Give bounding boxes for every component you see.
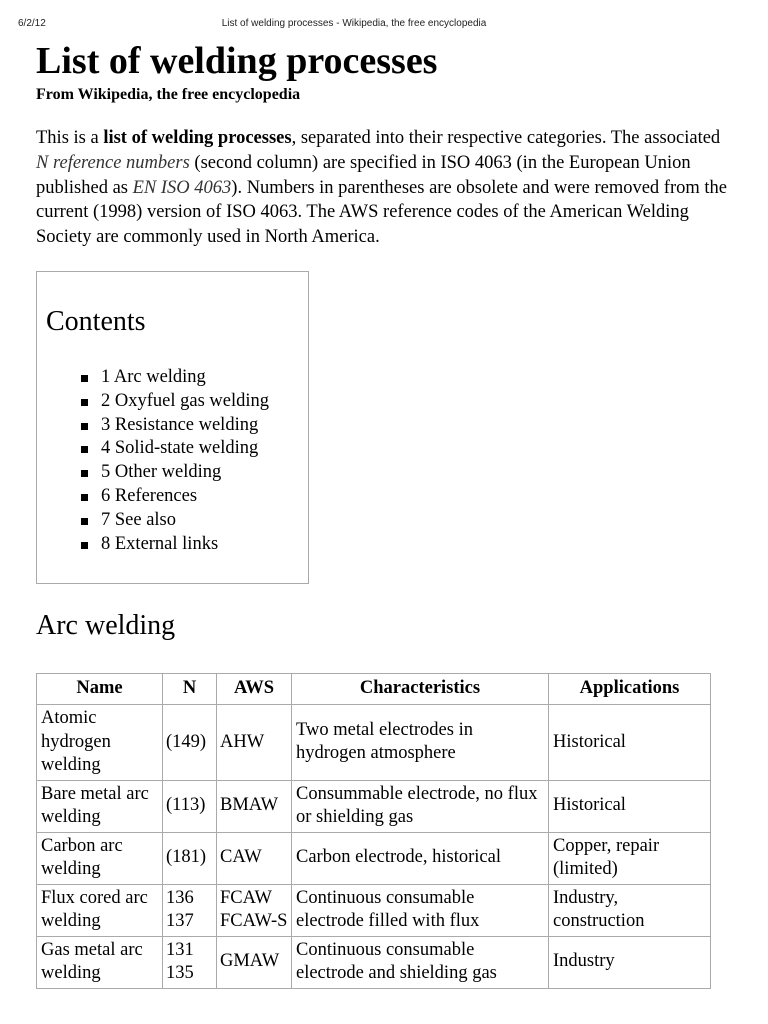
- cell-n: 131 135: [163, 936, 217, 988]
- table-row: [37, 832, 711, 884]
- cell-n: 136 137: [163, 884, 217, 936]
- cell-aws: AHW: [217, 705, 292, 781]
- cell-applications: Historical: [549, 780, 711, 832]
- column-header-aws: AWS: [217, 674, 292, 705]
- bullet-icon: [81, 375, 88, 382]
- toc-item[interactable]: 4 Solid-state welding: [101, 437, 269, 461]
- toc-item[interactable]: 5 Other welding: [101, 461, 269, 485]
- cell-characteristics: Continuous consumable electrode filled with flux: [292, 884, 549, 936]
- cell-name: Gas metal arc welding: [37, 936, 163, 988]
- cell-aws: GMAW: [217, 936, 292, 988]
- print-date: 6/2/12: [18, 18, 46, 29]
- cell-characteristics: Two metal electrodes in hydrogen atmosphere: [292, 705, 549, 781]
- column-header-n: N: [163, 674, 217, 705]
- toc-item[interactable]: 6 References: [101, 485, 269, 509]
- column-header-characteristics: Characteristics: [292, 674, 549, 705]
- print-page-title: List of welding processes - Wikipedia, the free encyclopedia: [221, 18, 487, 29]
- cell-characteristics: Carbon electrode, historical: [292, 832, 549, 884]
- cell-characteristics: Continuous consumable electrode and shielding gas: [292, 936, 549, 988]
- column-header-applications: Applications: [549, 674, 711, 705]
- intro-text-4: ). Numbers in parentheses are obsolete and were removed from the current (1998) version of ISO 4063. The AWS reference codes of the American Welding Society are commonly used in North America.: [36, 177, 727, 248]
- intro-text-2: , separated into their respective categories. The associated: [291, 128, 721, 148]
- table-row: [37, 780, 711, 832]
- contents-list: [101, 366, 269, 556]
- bullet-icon: [81, 542, 88, 549]
- bullet-icon: [81, 494, 88, 501]
- cell-name: Flux cored arc welding: [37, 884, 163, 936]
- bullet-icon: [81, 399, 88, 406]
- contents-heading: Contents: [46, 306, 146, 337]
- cell-n: (113): [163, 780, 217, 832]
- bullet-icon: [81, 470, 88, 477]
- cell-applications: Copper, repair (limited): [549, 832, 711, 884]
- n-reference-numbers-link[interactable]: N reference numbers: [36, 152, 190, 173]
- bullet-icon: [81, 423, 88, 430]
- toc-item[interactable]: 8 External links: [101, 533, 269, 557]
- cell-applications: Industry: [549, 936, 711, 988]
- table-row: [37, 884, 711, 936]
- toc-item[interactable]: 2 Oxyfuel gas welding: [101, 390, 269, 414]
- table-row: [37, 936, 711, 988]
- section-heading-arc-welding: Arc welding: [36, 610, 176, 641]
- arc-welding-table: [36, 673, 711, 989]
- cell-name: Bare metal arc welding: [37, 780, 163, 832]
- cell-n: (149): [163, 705, 217, 781]
- toc-item[interactable]: 1 Arc welding: [101, 366, 269, 390]
- cell-applications: Industry, construction: [549, 884, 711, 936]
- intro-bold-term: list of welding processes: [103, 128, 292, 148]
- cell-aws: CAW: [217, 832, 292, 884]
- bullet-icon: [81, 518, 88, 525]
- page-title: List of welding processes: [36, 40, 438, 82]
- table-header-row: [37, 674, 711, 705]
- cell-n: (181): [163, 832, 217, 884]
- table-of-contents: [36, 271, 309, 584]
- intro-text-3: (second column) are specified in ISO 4063 (in the European Union published as: [36, 152, 691, 198]
- column-header-name: Name: [37, 674, 163, 705]
- toc-item[interactable]: 7 See also: [101, 509, 269, 533]
- intro-text-1: This is a: [36, 128, 104, 148]
- bullet-icon: [81, 446, 88, 453]
- tagline: From Wikipedia, the free encyclopedia: [36, 86, 301, 103]
- print-header: [0, 18, 768, 32]
- cell-characteristics: Consummable electrode, no flux or shielding gas: [292, 780, 549, 832]
- intro-paragraph: [36, 126, 736, 250]
- en-iso-4063-link[interactable]: EN ISO 4063: [132, 177, 232, 198]
- toc-item[interactable]: 3 Resistance welding: [101, 414, 269, 438]
- table-row: [37, 705, 711, 781]
- cell-aws: BMAW: [217, 780, 292, 832]
- cell-name: Carbon arc welding: [37, 832, 163, 884]
- cell-name: Atomic hydrogen welding: [37, 705, 163, 781]
- cell-applications: Historical: [549, 705, 711, 781]
- cell-aws: FCAW FCAW-S: [217, 884, 292, 936]
